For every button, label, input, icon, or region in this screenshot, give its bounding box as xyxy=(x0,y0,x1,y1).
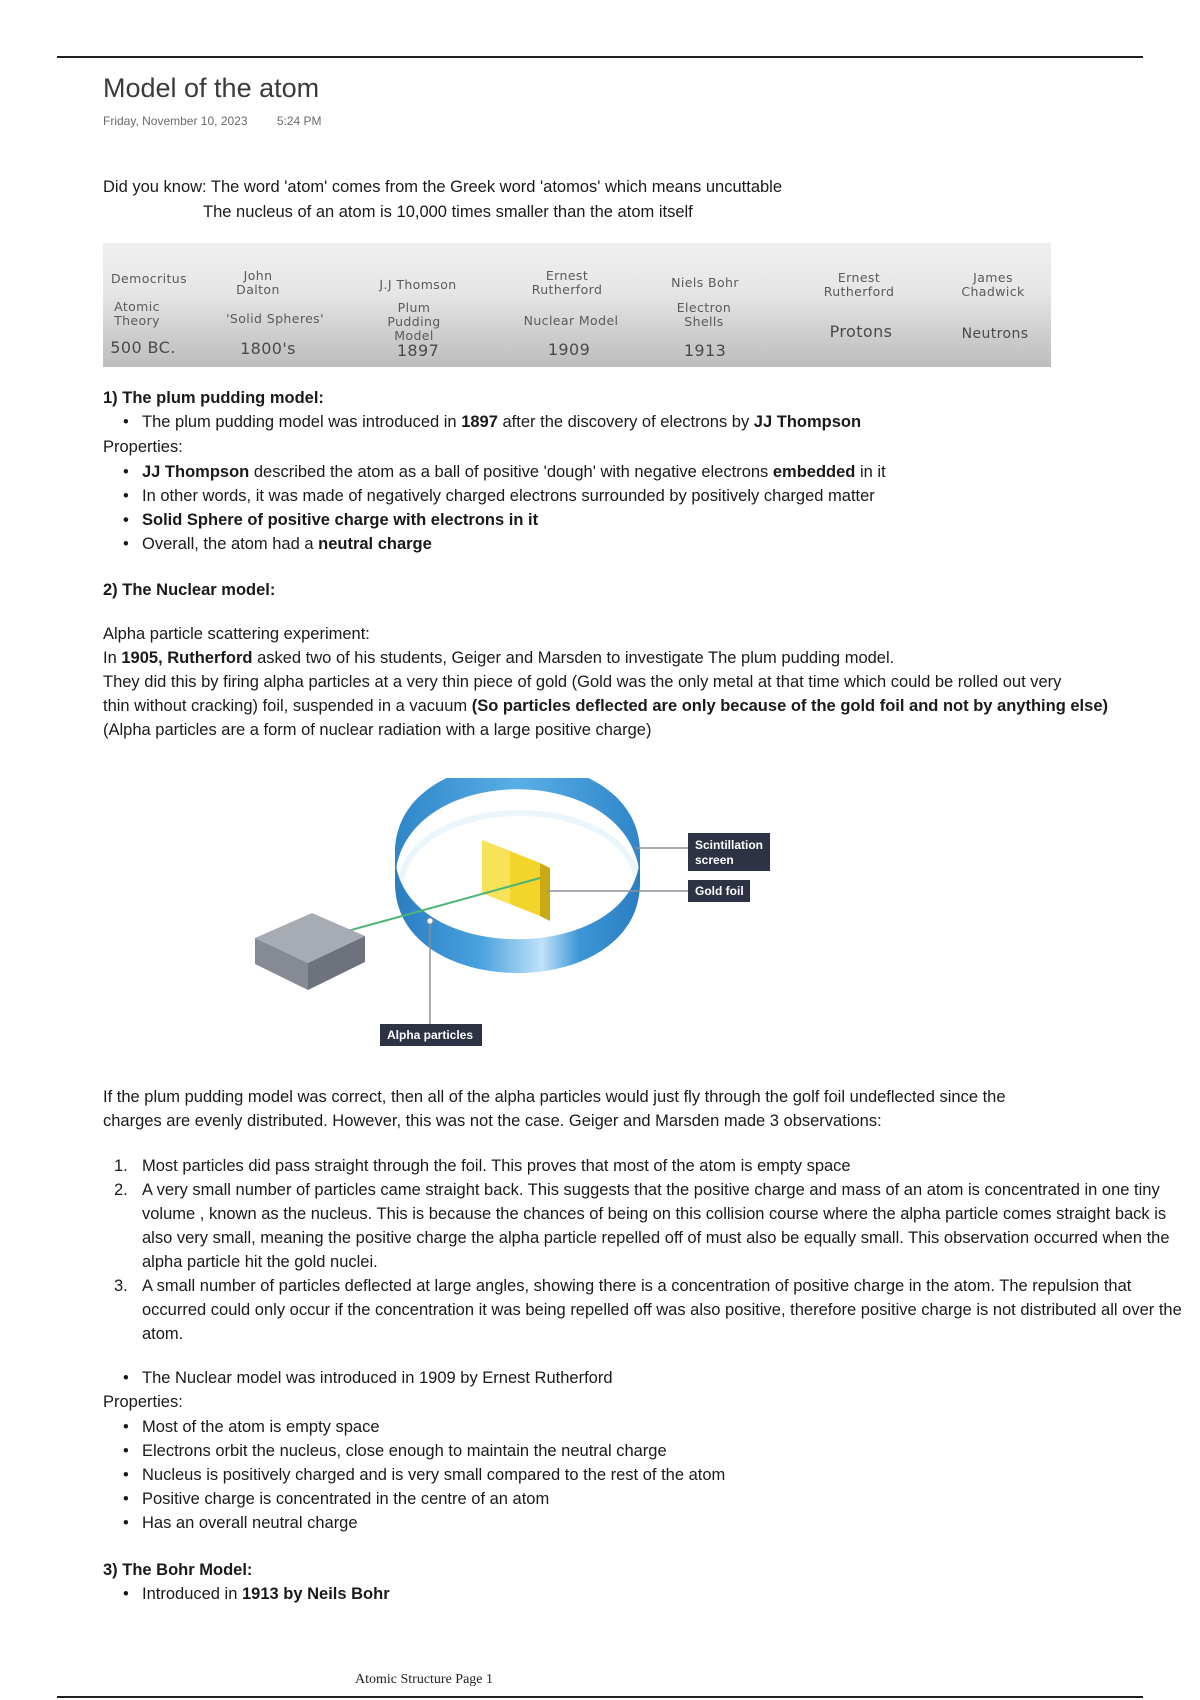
top-rule xyxy=(57,56,1143,58)
timeline-year: 500 BC. xyxy=(110,338,176,357)
experiment-line xyxy=(103,646,894,670)
atom-timeline xyxy=(103,243,1051,367)
scattering-experiment-diagram xyxy=(240,778,800,1058)
nuclear-intro-bullet xyxy=(123,1366,613,1390)
text: In xyxy=(103,649,122,667)
timeline-scientist: Ernest Rutherford xyxy=(823,270,895,299)
text: In other words, it was made of negatively charged electrons surrounded by positively charged matter xyxy=(142,487,875,505)
page-meta xyxy=(103,114,348,128)
observation-item xyxy=(114,1178,1192,1274)
timeline-model: 'Solid Spheres' xyxy=(226,311,324,326)
timeline-model: Neutrons xyxy=(961,326,1029,342)
alpha-particles-label-text: Alpha particles xyxy=(387,1028,474,1042)
timeline-year: 1909 xyxy=(547,340,591,359)
timeline-model: Protons xyxy=(829,322,893,341)
timeline-year: 1800's xyxy=(240,339,296,358)
text-bold: neutral charge xyxy=(318,535,432,553)
text: described the atom as a ball of positive 'dough' with negative electrons xyxy=(249,463,773,481)
plum-heading: 1) The plum pudding model: xyxy=(103,389,324,407)
nuclear-property xyxy=(123,1487,549,1511)
text: The Nuclear model was introduced in 1909 by Ernest Rutherford xyxy=(142,1369,613,1387)
timeline-year: 1897 xyxy=(396,341,440,360)
text: The plum pudding model was introduced in xyxy=(142,413,462,431)
bohr-intro-bullet xyxy=(123,1582,390,1606)
text: Positive charge is concentrated in the centre of an atom xyxy=(142,1490,550,1508)
timeline-scientist: J.J Thomson xyxy=(379,277,457,292)
nuclear-properties-label: Properties: xyxy=(103,1393,183,1411)
scintillation-label-line2: screen xyxy=(695,853,734,867)
plum-property xyxy=(123,484,875,508)
observation-text: A very small number of particles came straight back. This suggests that the positive charge and mass of an atom is concentrated in one tiny volume , known as the nucleus. This is because the chances of being on this collision course where the alpha particle comes straight back is also very small, meaning the positive charge the alpha particle repelled off of must also be equally small. This observation occurred when the alpha particle hit the gold nuclei. xyxy=(142,1181,1170,1271)
observations-intro: If the plum pudding model was correct, then all of the alpha particles would just fly through the golf foil undeflected since the xyxy=(103,1088,1006,1106)
text-bold: 1897 xyxy=(461,413,498,431)
experiment-line xyxy=(103,694,1108,718)
experiment-line: They did this by firing alpha particles at a very thin piece of gold (Gold was the only metal at that time which could be rolled out very xyxy=(103,673,1062,691)
bohr-heading: 3) The Bohr Model: xyxy=(103,1561,253,1579)
intro-line-1: Did you know: The word 'atom' comes from the Greek word 'atomos' which means uncuttable xyxy=(103,178,783,196)
observation-number: 2. xyxy=(114,1181,128,1199)
intro-line-2: The nucleus of an atom is 10,000 times smaller than the atom itself xyxy=(203,203,693,221)
nuclear-property xyxy=(123,1439,667,1463)
observation-item xyxy=(114,1274,1192,1346)
plum-property xyxy=(123,508,538,532)
timeline-model: Electron Shells xyxy=(676,300,732,329)
timeline-scientist: Democritus xyxy=(111,271,187,286)
page-date: Friday, November 10, 2023 xyxy=(103,114,248,128)
timeline-scientist: John Dalton xyxy=(236,268,280,297)
text-bold: JJ Thompson xyxy=(753,413,862,431)
observation-number: 3. xyxy=(114,1277,128,1295)
text: Electrons orbit the nucleus, close enough to maintain the neutral charge xyxy=(142,1442,667,1460)
observation-text: A small number of particles deflected at large angles, showing there is a concentration of positive charge in the atom. The repulsion that occurred could only occur if the concentration it was being repelled off was also positive, therefore positive charge is not distributed all over the atom. xyxy=(142,1277,1182,1343)
timeline-model: Nuclear Model xyxy=(523,313,619,328)
timeline-model: Plum Pudding Model xyxy=(387,300,441,343)
timeline-scientist: Niels Bohr xyxy=(671,275,739,290)
plum-intro-bullet xyxy=(123,410,861,434)
plum-property xyxy=(123,460,886,484)
text: thin without cracking) foil, suspended in a vacuum xyxy=(103,697,472,715)
timeline-scientist: Ernest Rutherford xyxy=(531,268,603,297)
plum-property xyxy=(123,532,432,556)
timeline-scientist: James Chadwick xyxy=(961,270,1025,299)
text-bold: JJ Thompson xyxy=(142,463,250,481)
text: in it xyxy=(855,463,886,481)
text: asked two of his students, Geiger and Marsden to investigate The plum pudding model. xyxy=(252,649,895,667)
nuclear-heading: 2) The Nuclear model: xyxy=(103,581,276,599)
text: Overall, the atom had a xyxy=(142,535,319,553)
timeline-model: Atomic Theory xyxy=(114,299,160,328)
text-bold: 1913 by Neils Bohr xyxy=(241,1585,390,1603)
text-bold: 1905, Rutherford xyxy=(121,649,253,667)
page-title: Model of the atom xyxy=(103,73,320,103)
plum-properties-label: Properties: xyxy=(103,438,183,456)
nuclear-property xyxy=(123,1511,358,1535)
text: Introduced in xyxy=(142,1585,242,1603)
text: Solid Sphere of positive charge with electrons in it xyxy=(142,511,539,529)
page-time: 5:24 PM xyxy=(276,114,322,128)
text: Nucleus is positively charged and is very small compared to the rest of the atom xyxy=(142,1466,726,1484)
nuclear-property xyxy=(123,1415,380,1439)
text-bold: embedded xyxy=(772,463,856,481)
page-footer: Atomic Structure Page 1 xyxy=(355,1672,494,1687)
scintillation-label-line1: Scintillation xyxy=(695,838,764,852)
text: Most of the atom is empty space xyxy=(142,1418,380,1436)
observation-text: Most particles did pass straight through the foil. This proves that most of the atom is empty space xyxy=(142,1157,851,1175)
text-bold: (So particles deflected are only because of the gold foil and not by anything else) xyxy=(471,697,1108,715)
experiment-line: (Alpha particles are a form of nuclear radiation with a large positive charge) xyxy=(103,721,652,739)
nuclear-property xyxy=(123,1463,725,1487)
experiment-label: Alpha particle scattering experiment: xyxy=(103,625,370,643)
text: Has an overall neutral charge xyxy=(142,1514,358,1532)
observations-intro: charges are evenly distributed. However, this was not the case. Geiger and Marsden made 3 observations: xyxy=(103,1112,882,1130)
timeline-year: 1913 xyxy=(683,341,727,360)
text: after the discovery of electrons by xyxy=(497,413,754,431)
bottom-rule xyxy=(57,1696,1143,1698)
gold-foil-label-text: Gold foil xyxy=(695,884,744,898)
observation-number: 1. xyxy=(114,1157,128,1175)
observation-item xyxy=(114,1154,1192,1178)
